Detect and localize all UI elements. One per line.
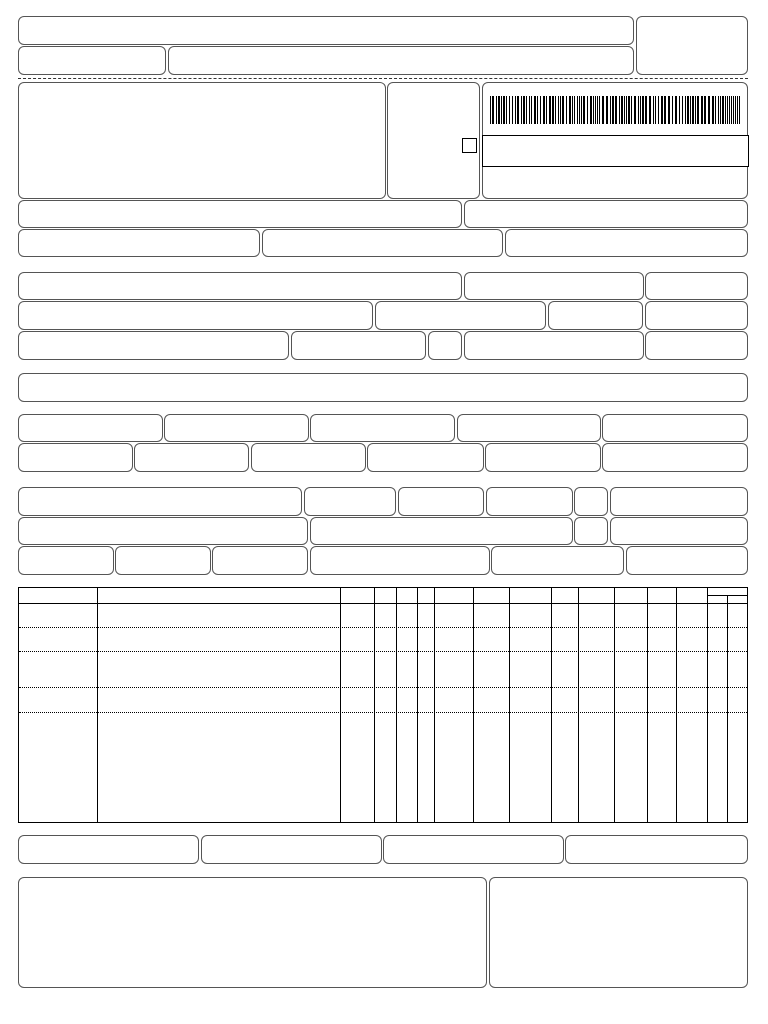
barcode-bar <box>599 96 600 124</box>
carrier-address-field[interactable] <box>18 517 308 545</box>
barcode-bar <box>638 96 639 124</box>
barcode-bar <box>509 96 510 124</box>
reserved-area-field[interactable] <box>489 877 748 988</box>
barcode-bar <box>492 96 494 124</box>
cnpj-field[interactable] <box>505 229 748 257</box>
barcode-bar <box>496 96 497 124</box>
barcode-bar <box>579 96 580 124</box>
barcode-bar <box>512 96 513 124</box>
barcode-bar <box>634 96 636 124</box>
barcode-bar <box>566 96 567 124</box>
issue-date-field[interactable] <box>645 272 748 300</box>
header-field-left-small[interactable] <box>18 46 166 75</box>
recipient-address-field[interactable] <box>18 301 373 330</box>
quantity-field[interactable] <box>18 546 114 575</box>
barcode-bar <box>534 96 536 124</box>
barcode-bar <box>624 96 625 124</box>
barcode-bar <box>506 96 507 124</box>
operation-nature-field[interactable] <box>18 200 462 228</box>
barcode-bar <box>725 96 726 124</box>
row-divider <box>19 627 747 628</box>
barcode-bar <box>715 96 716 124</box>
barcode-bar <box>503 96 505 124</box>
barcode-bar <box>540 96 541 124</box>
tax-st-base-field[interactable] <box>310 414 455 442</box>
barcode-bar <box>658 96 659 124</box>
issqn-base-field[interactable] <box>383 835 564 864</box>
barcode-bar <box>583 96 585 124</box>
barcode-bar <box>615 96 617 124</box>
col-divider <box>647 588 648 822</box>
carrier-ie-field[interactable] <box>610 517 748 545</box>
barcode-bar <box>558 96 559 124</box>
barcode-bar <box>593 96 594 124</box>
municipal-registration-field[interactable] <box>18 835 199 864</box>
barcode-bar <box>526 96 527 124</box>
barcode-bar <box>695 96 696 124</box>
barcode-bar <box>737 96 738 124</box>
barcode-bar <box>498 96 500 124</box>
recipient-city-field[interactable] <box>18 331 289 360</box>
barcode-bar <box>692 96 694 124</box>
col-divider <box>727 596 728 822</box>
state-registration-field[interactable] <box>18 229 260 257</box>
barcode-bar <box>628 96 630 124</box>
barcode-bar <box>687 96 689 124</box>
barcode-bar <box>731 96 732 124</box>
barcode-bar <box>562 96 564 124</box>
recipient-zip-field[interactable] <box>548 301 643 330</box>
discount-field[interactable] <box>251 443 366 472</box>
other-expenses-field[interactable] <box>367 443 484 472</box>
products-total-field[interactable] <box>602 414 748 442</box>
issqn-value-field[interactable] <box>565 835 748 864</box>
barcode-bar <box>649 96 651 124</box>
barcode-bar <box>679 96 680 124</box>
barcode-bar <box>606 96 608 124</box>
carrier-name-field[interactable] <box>18 487 302 516</box>
barcode-bar <box>597 96 598 124</box>
barcode-bar <box>577 96 578 124</box>
header-field-wide[interactable] <box>168 46 634 75</box>
barcode-bar <box>521 96 522 124</box>
header-field-top[interactable] <box>18 16 634 45</box>
barcode-bar <box>735 96 736 124</box>
col-divider <box>578 588 579 822</box>
recipient-district-field[interactable] <box>375 301 546 330</box>
barcode-bar <box>626 96 627 124</box>
barcode-bar <box>595 96 596 124</box>
barcode-bar <box>655 96 656 124</box>
col-divider <box>374 588 375 822</box>
barcode-bar <box>546 96 547 124</box>
barcode-bar <box>537 96 538 124</box>
barcode-bar <box>590 96 592 124</box>
barcode-bar <box>621 96 623 124</box>
row-divider <box>19 712 747 713</box>
barcode-icon <box>490 96 740 124</box>
barcode-bar <box>729 96 730 124</box>
vehicle-plate-field[interactable] <box>486 487 573 516</box>
barcode-bar <box>645 96 647 124</box>
col-divider <box>340 588 341 822</box>
barcode-bar <box>704 96 706 124</box>
barcode-bar <box>569 96 571 124</box>
col-divider <box>473 588 474 822</box>
barcode-bar <box>602 96 604 124</box>
col-divider <box>396 588 397 822</box>
row-divider <box>19 651 747 652</box>
barcode-bar <box>733 96 734 124</box>
barcode-bar <box>529 96 530 124</box>
carrier-city-field[interactable] <box>310 517 573 545</box>
tax-base-field[interactable] <box>18 414 163 442</box>
col-divider <box>707 588 708 822</box>
barcode-bar <box>675 96 677 124</box>
barcode-bar <box>653 96 654 124</box>
barcode-bar <box>642 96 644 124</box>
barcode-bar <box>640 96 641 124</box>
items-header-line <box>19 603 747 604</box>
barcode-bar <box>501 96 502 124</box>
barcode-bar <box>587 96 588 124</box>
carrier-state-field[interactable] <box>574 517 608 545</box>
barcode-bar <box>572 96 573 124</box>
barcode-bar <box>581 96 582 124</box>
barcode-bar <box>720 96 721 124</box>
exit-date-field[interactable] <box>645 301 748 330</box>
tax-value-field[interactable] <box>164 414 309 442</box>
freight-payer-field[interactable] <box>304 487 396 516</box>
ipi-value-field[interactable] <box>485 443 601 472</box>
antt-code-field[interactable] <box>398 487 484 516</box>
barcode-bar <box>560 96 561 124</box>
barcode-bar <box>739 96 740 124</box>
tax-st-value-field[interactable] <box>457 414 601 442</box>
barcode-bar <box>531 96 532 124</box>
barcode-bar <box>712 96 714 124</box>
barcode-bar <box>722 96 724 124</box>
barcode-bar <box>631 96 632 124</box>
species-field[interactable] <box>115 546 211 575</box>
insurance-field[interactable] <box>134 443 249 472</box>
col-divider <box>509 588 510 822</box>
brand-field[interactable] <box>212 546 308 575</box>
protocol-field[interactable] <box>464 200 748 228</box>
barcode-bar <box>718 96 719 124</box>
services-total-field[interactable] <box>201 835 382 864</box>
substitute-registration-field[interactable] <box>262 229 503 257</box>
col-divider <box>97 588 98 822</box>
row-divider <box>19 687 747 688</box>
barcode-bar <box>517 96 519 124</box>
barcode-bar <box>515 96 516 124</box>
barcode-bar <box>661 96 663 124</box>
col-divider <box>614 588 615 822</box>
barcode-bar <box>610 96 611 124</box>
barcode-bar <box>612 96 614 124</box>
barcode-bar <box>664 96 666 124</box>
col-divider <box>434 588 435 822</box>
carrier-cnpj-field[interactable] <box>610 487 748 516</box>
col-divider <box>417 588 418 822</box>
recipient-name-field[interactable] <box>18 272 462 300</box>
recipient-cnpj-field[interactable] <box>464 272 644 300</box>
barcode-bar <box>685 96 686 124</box>
barcode-bar <box>708 96 710 124</box>
barcode-bar <box>555 96 556 124</box>
barcode-bar <box>682 96 683 124</box>
tax-rate-subheader-line <box>707 595 747 596</box>
barcode-bar <box>668 96 670 124</box>
entry-exit-checkbox[interactable] <box>462 138 477 153</box>
col-divider <box>551 588 552 822</box>
numbering-field[interactable] <box>310 546 490 575</box>
barcode-bar <box>490 96 491 124</box>
barcode-bar <box>727 96 728 124</box>
barcode-bar <box>523 96 525 124</box>
additional-info-field[interactable] <box>18 877 487 988</box>
exit-time-field[interactable] <box>645 331 748 360</box>
barcode-bar <box>619 96 620 124</box>
header-field-right[interactable] <box>636 16 748 75</box>
barcode-bar <box>552 96 554 124</box>
cut-line <box>18 78 748 79</box>
barcode-bar <box>543 96 545 124</box>
issuer-block[interactable] <box>18 82 386 199</box>
recipient-phone-field[interactable] <box>291 331 426 360</box>
barcode-bar <box>549 96 551 124</box>
barcode-bar <box>701 96 703 124</box>
barcode-bar <box>574 96 575 124</box>
recipient-ie-field[interactable] <box>464 331 644 360</box>
vehicle-state-field[interactable] <box>574 487 608 516</box>
recipient-state-field[interactable] <box>428 331 462 360</box>
barcode-bar <box>672 96 673 124</box>
col-divider <box>676 588 677 822</box>
access-key-field[interactable] <box>482 135 749 167</box>
invoice-field[interactable] <box>18 373 748 402</box>
gross-weight-field[interactable] <box>491 546 624 575</box>
barcode-bar <box>690 96 691 124</box>
items-table <box>18 587 748 823</box>
barcode-bar <box>697 96 699 124</box>
net-weight-field[interactable] <box>626 546 748 575</box>
invoice-total-field[interactable] <box>602 443 748 472</box>
freight-field[interactable] <box>18 443 133 472</box>
